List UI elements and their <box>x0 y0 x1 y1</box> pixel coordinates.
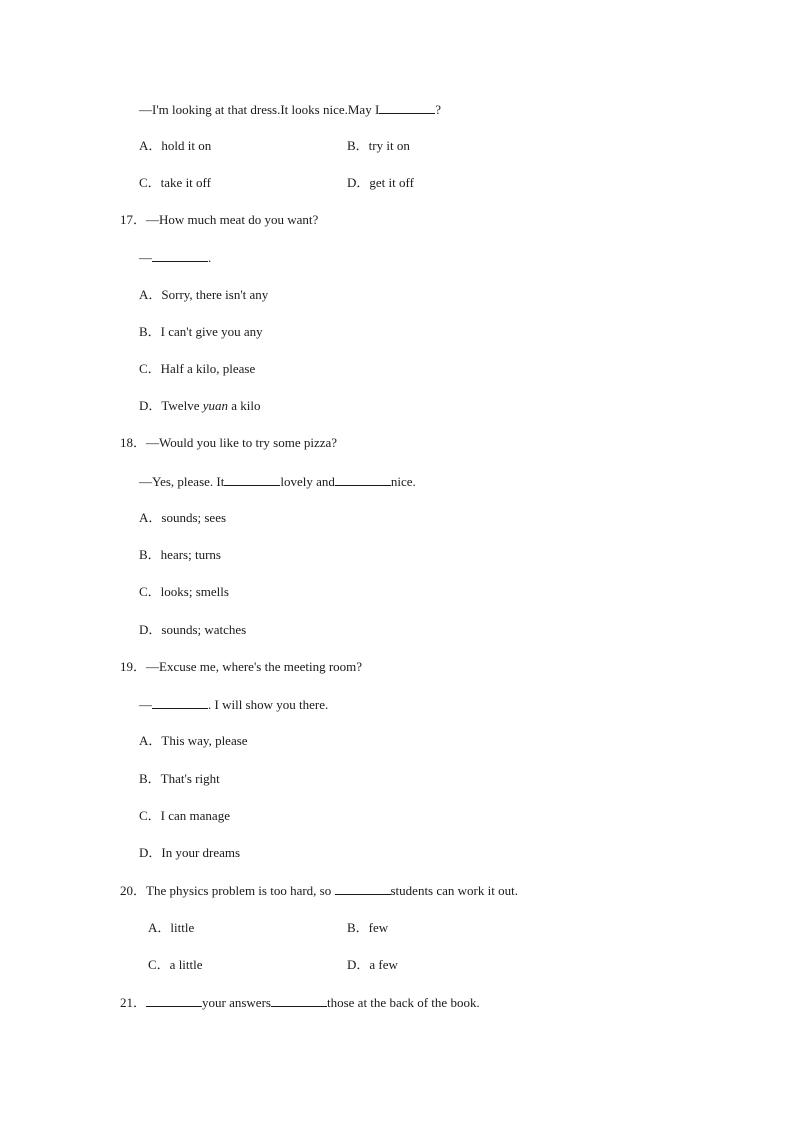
q20-number: 20． <box>120 883 147 898</box>
q18-option-a[interactable]: A．sounds; sees <box>139 510 227 525</box>
q16-option-d[interactable]: D．get it off <box>347 175 414 190</box>
q20-option-a[interactable]: A．little <box>148 920 195 935</box>
q18-question-text: —Would you like to try some pizza? <box>146 435 338 450</box>
q19-number: 19． <box>120 659 147 674</box>
q20-option-c[interactable]: C．a little <box>148 957 203 972</box>
q17-option-d[interactable] <box>139 398 261 414</box>
q16-answer-blank[interactable] <box>379 101 435 114</box>
q16-option-a[interactable]: A．hold it on <box>139 138 212 153</box>
q21-number: 21． <box>120 995 147 1010</box>
q17-option-b[interactable]: B．I can't give you any <box>139 324 263 339</box>
q18-reply <box>139 473 416 490</box>
q19-option-d[interactable]: D．In your dreams <box>139 845 241 860</box>
q16-stem-text-b: ? <box>435 102 442 117</box>
q17-question <box>120 212 318 228</box>
q17-option-a[interactable]: A．Sorry, there isn't any <box>139 287 269 302</box>
q19-question-text: —Excuse me, where's the meeting room? <box>146 659 363 674</box>
q18-number: 18． <box>120 435 147 450</box>
q17-reply <box>139 249 211 266</box>
q20-question <box>120 882 518 899</box>
q19-reply-dash: — <box>139 697 152 712</box>
q18-question <box>120 435 337 451</box>
q17-option-d-text-a: D．Twelve <box>139 398 203 413</box>
q21-answer-blank-2[interactable] <box>271 994 327 1007</box>
q18-reply-text-a: —Yes, please. It <box>139 474 225 489</box>
q19-reply-end: . I will show you there. <box>208 697 329 712</box>
q20-option-d[interactable]: D．a few <box>347 957 398 972</box>
q21-stem-text-b: those at the back of the book. <box>326 995 480 1010</box>
q21-stem-text-a: your answers <box>202 995 271 1010</box>
q21-answer-blank-1[interactable] <box>146 994 202 1007</box>
q17-answer-blank[interactable] <box>152 249 208 262</box>
q19-option-a[interactable]: A．This way, please <box>139 733 248 748</box>
q17-number: 17． <box>120 212 147 227</box>
q19-option-b[interactable]: B．That's right <box>139 771 220 786</box>
q17-option-d-text-b: a kilo <box>228 398 261 413</box>
q17-question-text: —How much meat do you want? <box>146 212 319 227</box>
q18-option-b[interactable]: B．hears; turns <box>139 547 221 562</box>
q19-question <box>120 659 362 675</box>
q18-answer-blank-1[interactable] <box>224 473 280 486</box>
q19-option-c[interactable]: C．I can manage <box>139 808 230 823</box>
q18-answer-blank-2[interactable] <box>335 473 391 486</box>
q18-option-c[interactable]: C．looks; smells <box>139 584 229 599</box>
q21-question <box>120 994 480 1011</box>
q16-stem <box>139 101 441 118</box>
q17-reply-dash: — <box>139 250 152 265</box>
q18-reply-text-b: lovely and <box>280 474 335 489</box>
q19-reply <box>139 696 328 713</box>
q17-option-c[interactable]: C．Half a kilo, please <box>139 361 256 376</box>
q17-option-d-italic: yuan <box>202 398 228 413</box>
q20-answer-blank[interactable] <box>335 882 391 895</box>
q18-option-d[interactable]: D．sounds; watches <box>139 622 247 637</box>
q17-reply-end: . <box>208 250 212 265</box>
q19-answer-blank[interactable] <box>152 696 208 709</box>
q20-stem-text-a: The physics problem is too hard, so <box>146 883 335 898</box>
q18-reply-text-c: nice. <box>390 474 416 489</box>
q16-stem-text-a: —I'm looking at that dress.It looks nice.May I <box>139 102 380 117</box>
q16-option-c[interactable]: C．take it off <box>139 175 211 190</box>
q16-option-b[interactable]: B．try it on <box>347 138 410 153</box>
q20-option-b[interactable]: B．few <box>347 920 389 935</box>
q20-stem-text-b: students can work it out. <box>390 883 518 898</box>
